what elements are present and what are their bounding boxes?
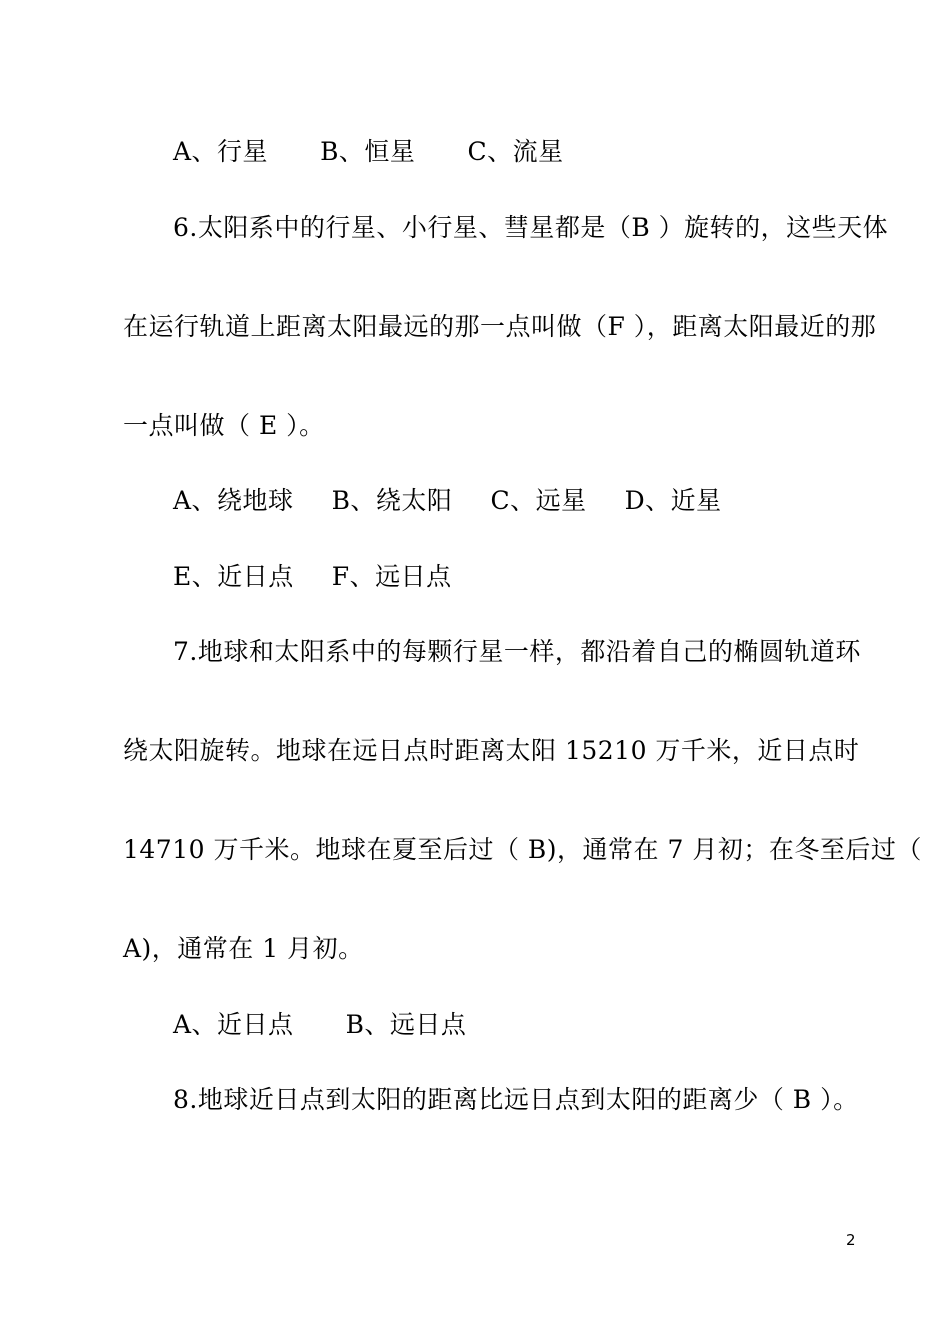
q6-option-d: D、近星 — [624, 486, 722, 515]
q6-options-row-2 — [173, 561, 452, 593]
q5-option-a: A、行星 — [173, 137, 269, 166]
page-number: 2 — [846, 1231, 856, 1249]
q6-options-row-1 — [173, 485, 722, 517]
q6-option-b: B、绕太阳 — [331, 486, 453, 515]
q6-line-1: 6.太阳系中的行星、小行星、彗星都是（B ）旋转的，这些天体 — [173, 213, 889, 242]
q7-option-b: B、远日点 — [345, 1010, 467, 1039]
q6-option-f: F、远日点 — [331, 562, 452, 591]
q7-option-a: A、近日点 — [173, 1010, 294, 1039]
q7-options — [173, 1009, 466, 1041]
q8-line-1: 8.地球近日点到太阳的距离比远日点到太阳的距离少（ B ）。 — [173, 1085, 859, 1114]
q5-options — [173, 136, 564, 168]
q7-line-2: 绕太阳旋转。地球在远日点时距离太阳 15210 万千米，近日点时 — [123, 736, 860, 765]
q5-option-b: B、恒星 — [320, 137, 416, 166]
q6-line-2: 在运行轨道上距离太阳最远的那一点叫做（F ），距离太阳最近的那 — [123, 312, 877, 341]
q6-option-a: A、绕地球 — [173, 486, 294, 515]
q7-line-3: 14710 万千米。地球在夏至后过（ B)，通常在 7 月初；在冬至后过（ — [123, 835, 922, 864]
q6-line-3: 一点叫做（ E ）。 — [123, 411, 325, 440]
q7-line-1: 7.地球和太阳系中的每颗行星一样，都沿着自己的椭圆轨道环 — [173, 637, 861, 666]
q7-line-4: A)，通常在 1 月初。 — [123, 934, 364, 963]
q6-option-e: E、近日点 — [173, 562, 294, 591]
q5-option-c: C、流星 — [467, 137, 564, 166]
q6-option-c: C、远星 — [490, 486, 587, 515]
